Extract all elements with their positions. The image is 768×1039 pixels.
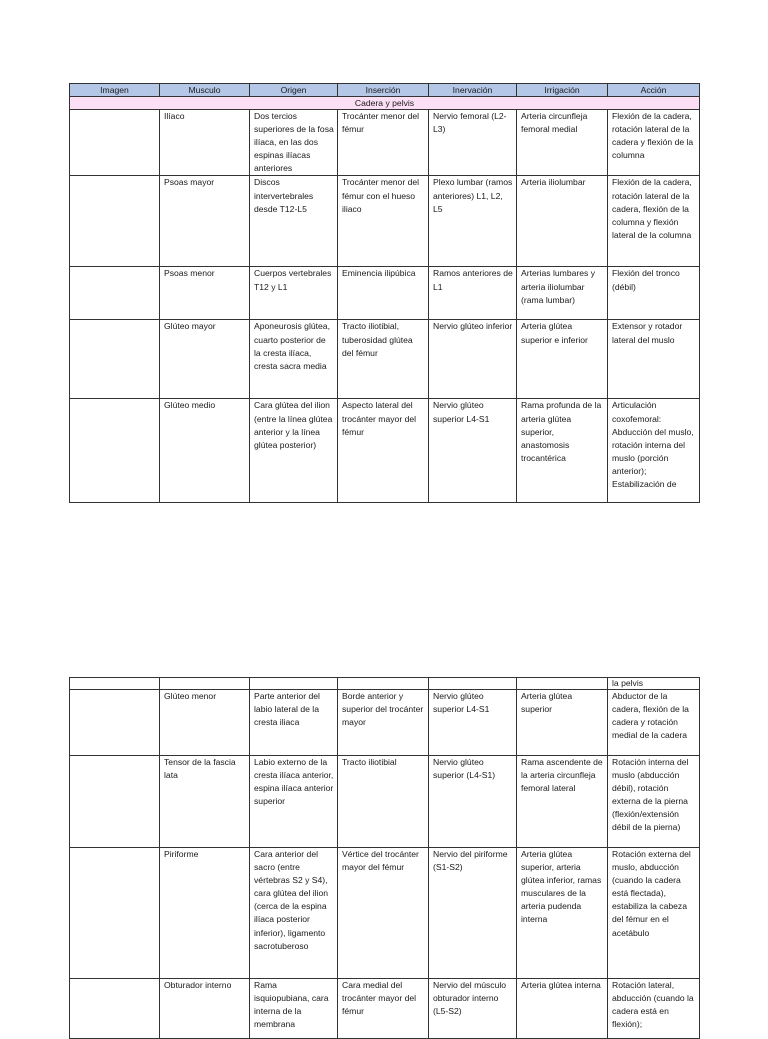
header-inervacion: Inervación [429, 84, 517, 97]
insercion-cell: Borde anterior y superior del trocánter mayor [338, 690, 429, 756]
insercion-cell: Trocánter menor del fémur [338, 110, 429, 176]
image-cell [70, 110, 160, 176]
origen-cell: Rama isquiopubiana, cara interna de la membrana [250, 979, 338, 1039]
image-cell [70, 267, 160, 320]
muscle-table-part-2 [69, 677, 700, 1039]
header-accion: Acción [608, 84, 700, 97]
image-cell [70, 690, 160, 756]
muscle-table-part-1 [69, 83, 700, 503]
insercion-cell: Eminencia ilipúbica [338, 267, 429, 320]
insercion-cell: Tracto iliotibial [338, 756, 429, 848]
accion-cell: Abductor de la cadera, flexión de la cadera y rotación medial de la cadera [608, 690, 700, 756]
image-cell [70, 320, 160, 399]
irrigacion-cell: Arteria glútea superior, arteria glútea inferior, ramas musculares de la arteria pudenda interna [517, 848, 608, 979]
accion-cell: Extensor y rotador lateral del muslo [608, 320, 700, 399]
irrigacion-cell: Arteria glútea interna [517, 979, 608, 1039]
irrigacion-cell: Arteria glútea superior [517, 690, 608, 756]
image-cell [70, 979, 160, 1039]
inervacion-cell: Nervio del piriforme (S1-S2) [429, 848, 517, 979]
irrigacion-cell [517, 678, 608, 690]
accion-cell: Flexión del tronco (débil) [608, 267, 700, 320]
irrigacion-cell: Arteria iliolumbar [517, 176, 608, 267]
musculo-cell: Ilíaco [160, 110, 250, 176]
origen-cell: Dos tercios superiores de la fosa ilíaca, en las dos espinas ilíacas anteriores [250, 110, 338, 176]
origen-cell: Parte anterior del labio lateral de la cresta iliaca [250, 690, 338, 756]
irrigacion-cell: Rama profunda de la arteria glútea superior, anastomosis trocantérica [517, 399, 608, 503]
musculo-cell: Glúteo mayor [160, 320, 250, 399]
musculo-cell: Psoas menor [160, 267, 250, 320]
accion-cell: Flexión de la cadera, rotación lateral de la cadera y flexión de la columna [608, 110, 700, 176]
origen-cell: Labio externo de la cresta ilíaca anterior, espina ilíaca anterior superior [250, 756, 338, 848]
musculo-cell: Tensor de la fascia lata [160, 756, 250, 848]
accion-cell: Flexión de la cadera, rotación lateral de la cadera, flexión de la columna y flexión lateral de la columna [608, 176, 700, 267]
header-origen: Origen [250, 84, 338, 97]
musculo-cell: Glúteo menor [160, 690, 250, 756]
image-cell [70, 176, 160, 267]
image-cell [70, 848, 160, 979]
insercion-cell: Vértice del trocánter mayor del fémur [338, 848, 429, 979]
irrigacion-cell: Arterias lumbares y arteria iliolumbar (rama lumbar) [517, 267, 608, 320]
origen-cell: Cuerpos vertebrales T12 y L1 [250, 267, 338, 320]
inervacion-cell: Nervio glúteo superior L4-S1 [429, 399, 517, 503]
image-cell [70, 678, 160, 690]
header-irrigacion: Irrigación [517, 84, 608, 97]
musculo-cell [160, 678, 250, 690]
image-cell [70, 756, 160, 848]
musculo-cell: Piriforme [160, 848, 250, 979]
inervacion-cell [429, 678, 517, 690]
origen-cell: Discos intervertebrales desde T12-L5 [250, 176, 338, 267]
accion-continuation-cell: la pelvis [608, 678, 700, 690]
header-row [70, 84, 700, 97]
inervacion-cell: Ramos anteriores de L1 [429, 267, 517, 320]
image-cell [70, 399, 160, 503]
inervacion-cell: Nervio glúteo superior (L4-S1) [429, 756, 517, 848]
origen-cell: Cara glútea del ilion (entre la línea glútea anterior y la línea glútea posterior) [250, 399, 338, 503]
table-row [70, 756, 700, 848]
origen-cell: Aponeurosis glútea, cuarto posterior de la cresta ilíaca, cresta sacra media [250, 320, 338, 399]
inervacion-cell: Nervio del músculo obturador interno (L5-S2) [429, 979, 517, 1039]
accion-cell: Rotación interna del muslo (abducción débil), rotación externa de la pierna (flexión/extensión débil de la pierna) [608, 756, 700, 848]
table-row [70, 110, 700, 176]
table-row [70, 979, 700, 1039]
insercion-cell: Tracto iliotibial, tuberosidad glútea del fémur [338, 320, 429, 399]
table-row [70, 848, 700, 979]
insercion-cell [338, 678, 429, 690]
table-row [70, 690, 700, 756]
insercion-cell: Cara medial del trocánter mayor del fémur [338, 979, 429, 1039]
musculo-cell: Obturador interno [160, 979, 250, 1039]
origen-cell: Cara anterior del sacro (entre vértebras S2 y S4), cara glútea del ilion (cerca de la espina ilíaca posterior inferior), ligamento sacrotuberoso [250, 848, 338, 979]
continuation-row [70, 678, 700, 690]
accion-cell: Rotación externa del muslo, abducción (cuando la cadera está flectada), estabiliza la cabeza del fémur en el acetábulo [608, 848, 700, 979]
section-row [70, 97, 700, 110]
table-row [70, 267, 700, 320]
inervacion-cell: Nervio glúteo inferior [429, 320, 517, 399]
header-insercion: Inserción [338, 84, 429, 97]
irrigacion-cell: Rama ascendente de la arteria circunfleja femoral lateral [517, 756, 608, 848]
inervacion-cell: Plexo lumbar (ramos anteriores) L1, L2, L5 [429, 176, 517, 267]
section-title: Cadera y pelvis [70, 97, 700, 110]
origen-cell [250, 678, 338, 690]
insercion-cell: Aspecto lateral del trocánter mayor del fémur [338, 399, 429, 503]
irrigacion-cell: Arteria circunfleja femoral medial [517, 110, 608, 176]
accion-cell: Rotación lateral, abducción (cuando la cadera está en flexión); [608, 979, 700, 1039]
musculo-cell: Psoas mayor [160, 176, 250, 267]
musculo-cell: Glúteo medio [160, 399, 250, 503]
table-row [70, 176, 700, 267]
accion-cell: Articulación coxofemoral: Abducción del muslo, rotación interna del muslo (porción anterior); Estabilización de [608, 399, 700, 503]
irrigacion-cell: Arteria glútea superior e inferior [517, 320, 608, 399]
table-row [70, 320, 700, 399]
insercion-cell: Trocánter menor del fémur con el hueso iliaco [338, 176, 429, 267]
table-row [70, 399, 700, 503]
inervacion-cell: Nervio femoral (L2-L3) [429, 110, 517, 176]
inervacion-cell: Nervio glúteo superior L4-S1 [429, 690, 517, 756]
header-musculo: Musculo [160, 84, 250, 97]
header-imagen: Imagen [70, 84, 160, 97]
